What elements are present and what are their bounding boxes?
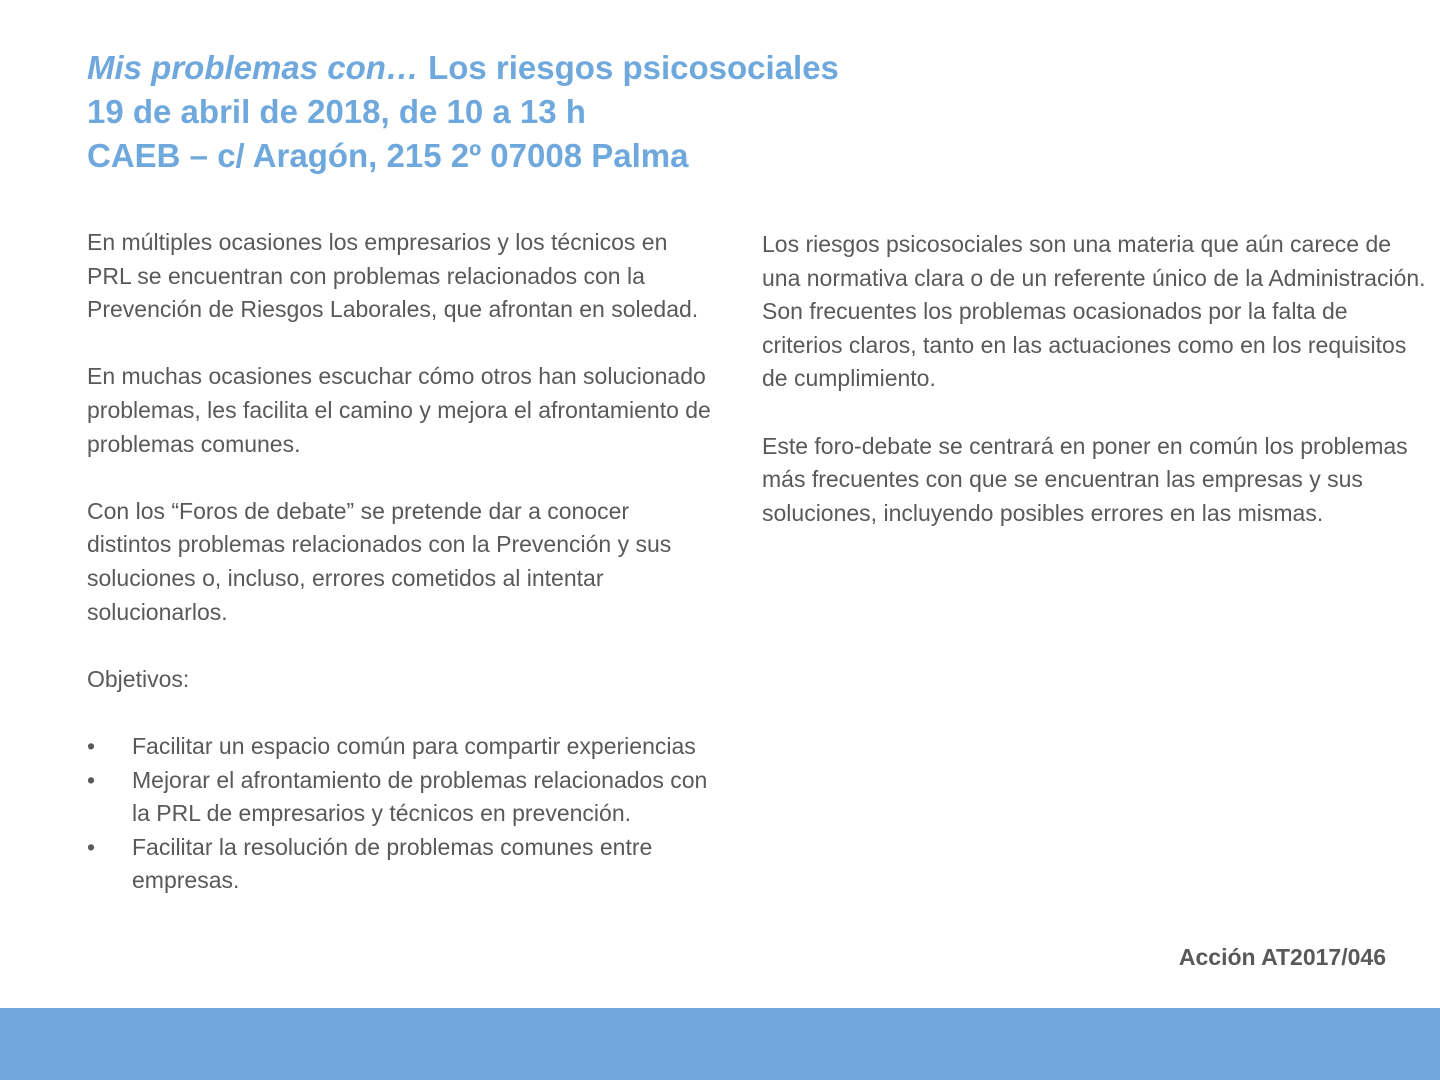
objectives-label: Objetivos: — [87, 665, 190, 692]
page-title — [87, 46, 1187, 178]
title-series: Mis problemas con… — [87, 49, 419, 86]
footer-bar — [0, 1008, 1440, 1080]
objective-text: Mejorar el afrontamiento de problemas relacionados con la PRL de empresarios y técnicos en prevención. — [132, 766, 708, 827]
objective-item — [87, 764, 717, 831]
title-line — [87, 46, 1187, 90]
objective-text: Facilitar un espacio común para compartir experiencias — [132, 732, 696, 759]
bullet-icon: • — [87, 833, 96, 860]
objective-item — [87, 730, 717, 764]
topic-paragraph: Los riesgos psicosociales son una materia que aún carece de una normativa clara o de un referente único de la Administración. Son frecuentes los problemas ocasionados por la falta de criterios claros, tanto en las actuaciones como en los requisitos de cumplimiento. — [762, 231, 1426, 392]
action-code: Acción AT2017/046 — [1178, 944, 1386, 970]
event-date: 19 de abril de 2018, de 10 a 13 h — [87, 93, 586, 130]
objective-item — [87, 831, 717, 898]
intro-paragraph: En muchas ocasiones escuchar cómo otros han solucionado problemas, les facilita el camino y mejora el afrontamiento de problemas comunes. — [87, 363, 711, 457]
title-topic: Los riesgos psicosociales — [418, 49, 839, 86]
bullet-icon: • — [87, 766, 96, 793]
objective-text: Facilitar la resolución de problemas comunes entre empresas. — [132, 833, 653, 894]
right-column — [762, 228, 1432, 564]
left-column — [87, 226, 717, 898]
event-location: CAEB – c/ Aragón, 215 2º 07008 Palma — [87, 137, 689, 174]
intro-paragraph: Con los “Foros de debate” se pretende dar a conocer distintos problemas relacionados con la Prevención y sus soluciones o, incluso, errores cometidos al intentar solucionarlos. — [87, 497, 672, 625]
bullet-icon: • — [87, 732, 96, 759]
objectives-list — [87, 730, 717, 898]
topic-paragraph: Este foro-debate se centrará en poner en común los problemas más frecuentes con que se encuentran las empresas y sus soluciones, incluyendo posibles errores en las mismas. — [762, 432, 1408, 526]
intro-paragraph: En múltiples ocasiones los empresarios y los técnicos en PRL se encuentran con problemas relacionados con la Prevención de Riesgos Laborales, que afrontan en soledad. — [87, 229, 699, 323]
